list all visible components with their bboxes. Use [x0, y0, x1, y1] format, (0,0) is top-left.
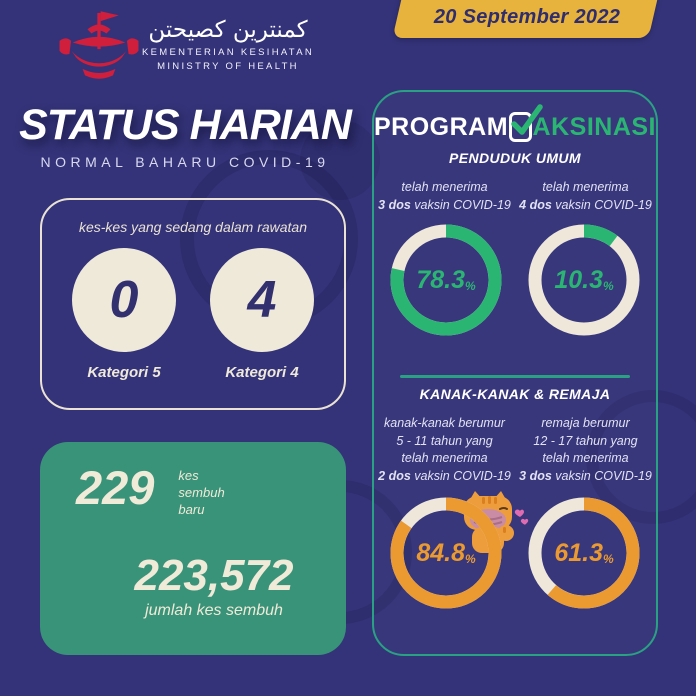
vaccination-program-panel — [372, 90, 658, 656]
new-recovered-label: kes sembuh baru — [178, 468, 225, 517]
dose-description: telah menerima 4 dos vaksin COVID-19 — [519, 180, 652, 212]
kategori-5-label: Kategori 5 — [87, 364, 161, 381]
date-badge — [392, 0, 659, 38]
ministry-name-malay: KEMENTERIAN KESIHATAN — [142, 47, 314, 59]
section-divider — [400, 375, 630, 378]
new-recovered-count: 229 — [76, 461, 155, 514]
donut-value-label: 10.3 % — [554, 265, 614, 294]
ministry-name-jawi: كمنترين كصيحتن — [148, 17, 308, 43]
donut-value-label: 78.3 % — [416, 265, 476, 294]
page-title: STATUS HARIAN — [19, 101, 351, 149]
donut-value-label: 84.8 % — [416, 538, 476, 567]
total-recovered-label: jumlah kes sembuh — [145, 602, 283, 619]
donut-chart-kanak-2-dos — [388, 495, 504, 611]
date-text: 20 September 2022 — [433, 6, 621, 28]
dose-description: telah menerima 3 dos vaksin COVID-19 — [378, 180, 511, 212]
section-heading-kanak-kanak: KANAK-KANAK & REMAJA — [419, 386, 611, 402]
donut-chart-3-dos — [388, 222, 504, 338]
kategori-5-count: 0 — [72, 248, 176, 352]
kategori-4-label: Kategori 4 — [225, 364, 299, 381]
ministry-logo-text — [142, 18, 314, 72]
dose-description: kanak-kanak berumur 5 - 11 tahun yang telah menerima 2 dos vaksin COVID-19 — [378, 416, 511, 483]
treatment-box-title: kes-kes yang sedang dalam rawatan — [78, 219, 308, 235]
recovery-stats-box — [40, 442, 346, 655]
brunei-crest-logo — [56, 8, 142, 82]
page-subtitle: NORMAL BAHARU COVID-19 — [40, 154, 330, 170]
checkbox-check-icon — [509, 112, 531, 142]
kategori-4-count: 4 — [210, 248, 314, 352]
donut-chart-remaja-3-dos — [526, 495, 642, 611]
dose-description: remaja berumur 12 - 17 tahun yang telah menerima 3 dos vaksin COVID-19 — [519, 416, 652, 483]
vaccination-panel-title: PROGRAM AKSINASI — [374, 112, 656, 142]
donut-value-label: 61.3 % — [554, 538, 614, 567]
section-heading-penduduk-umum: PENDUDUK UMUM — [449, 150, 581, 166]
donut-chart-4-dos — [526, 222, 642, 338]
ministry-name-english: MINISTRY OF HEALTH — [157, 61, 299, 73]
total-recovered-count: 223,572 — [134, 551, 294, 600]
cases-in-treatment-box — [40, 198, 346, 410]
